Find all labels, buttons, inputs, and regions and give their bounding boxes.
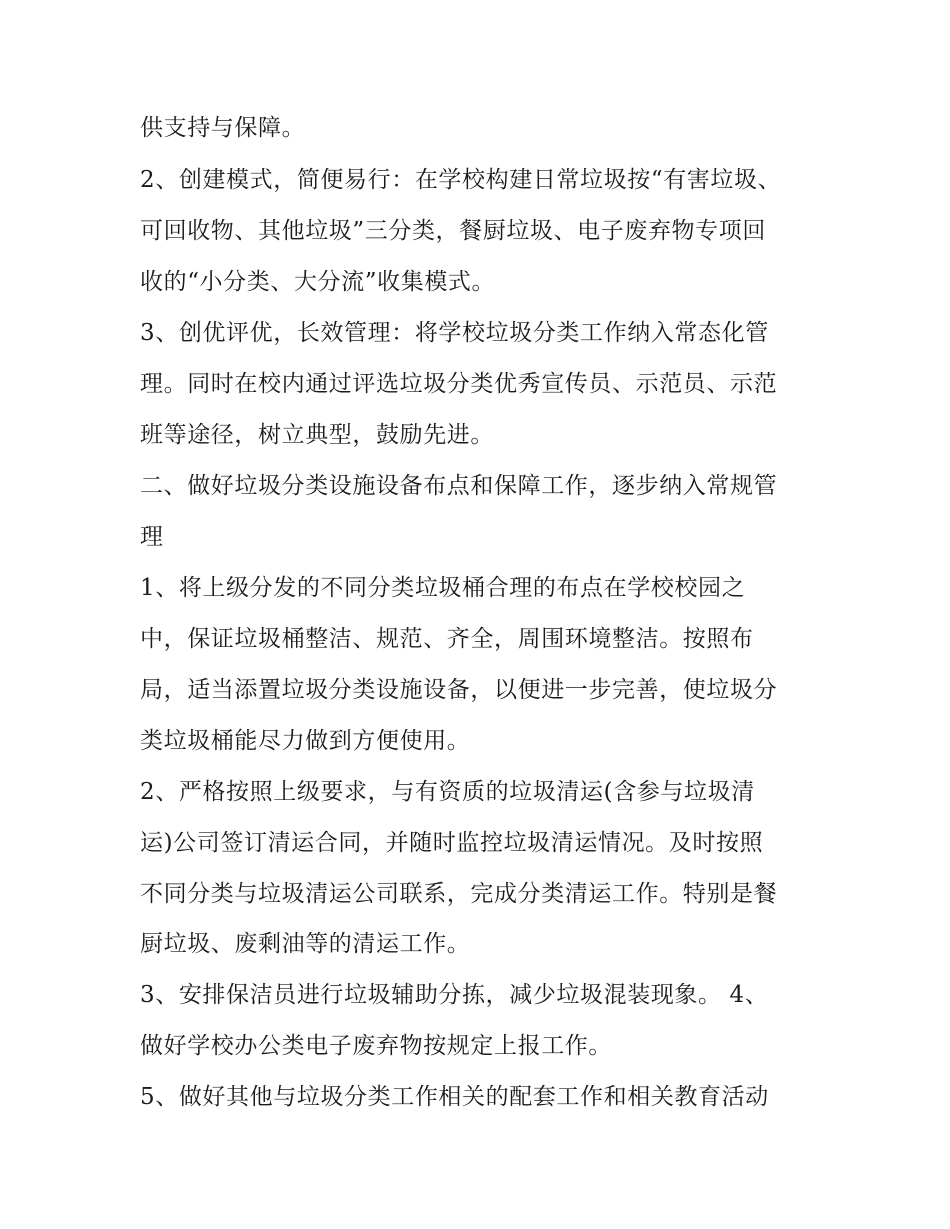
paragraph-line: 3、安排保洁员进行垃圾辅助分拣，减少垃圾混装现象。 4、 xyxy=(140,982,769,1008)
section-heading: 理 xyxy=(140,524,164,550)
section-heading: 二、做好垃圾分类设施设备布点和保障工作，逐步纳入常规管 xyxy=(140,473,778,499)
paragraph-line: 做好学校办公类电子废弃物按规定上报工作。 xyxy=(140,1033,612,1059)
paragraph-line: 局，适当添置垃圾分类设施设备，以便进一步完善，使垃圾分 xyxy=(140,677,778,703)
paragraph-line: 供支持与保障。 xyxy=(140,115,306,141)
paragraph-line: 运)公司签订清运合同，并随时监控垃圾清运情况。及时按照 xyxy=(140,830,764,856)
paragraph-line: 5、做好其他与垃圾分类工作相关的配套工作和相关教育活动 xyxy=(140,1084,769,1110)
paragraph-line: 2、创建模式，简便易行：在学校构建日常垃圾按“有害垃圾、 xyxy=(140,167,782,193)
paragraph-line: 中，保证垃圾桶整洁、规范、齐全，周围环境整洁。按照布 xyxy=(140,626,754,652)
paragraph-line: 理。同时在校内通过评选垃圾分类优秀宣传员、示范员、示范 xyxy=(140,371,778,397)
paragraph-line: 1、将上级分发的不同分类垃圾桶合理的布点在学校校园之 xyxy=(140,575,746,601)
paragraph-line: 厨垃圾、废剩油等的清运工作。 xyxy=(140,931,471,957)
paragraph-line: 2、严格按照上级要求，与有资质的垃圾清运(含参与垃圾清 xyxy=(140,779,755,805)
paragraph-line: 类垃圾桶能尽力做到方便使用。 xyxy=(140,728,471,754)
paragraph-line: 不同分类与垃圾清运公司联系，完成分类清运工作。特别是餐 xyxy=(140,881,778,907)
paragraph-line: 班等途径，树立典型，鼓励先进。 xyxy=(140,422,494,448)
paragraph-line: 收的“小分类、大分流”收集模式。 xyxy=(140,269,496,295)
paragraph-line: 3、创优评优，长效管理：将学校垃圾分类工作纳入常态化管 xyxy=(140,320,769,346)
paragraph-line: 可回收物、其他垃圾”三分类，餐厨垃圾、电子废弃物专项回 xyxy=(140,218,766,244)
